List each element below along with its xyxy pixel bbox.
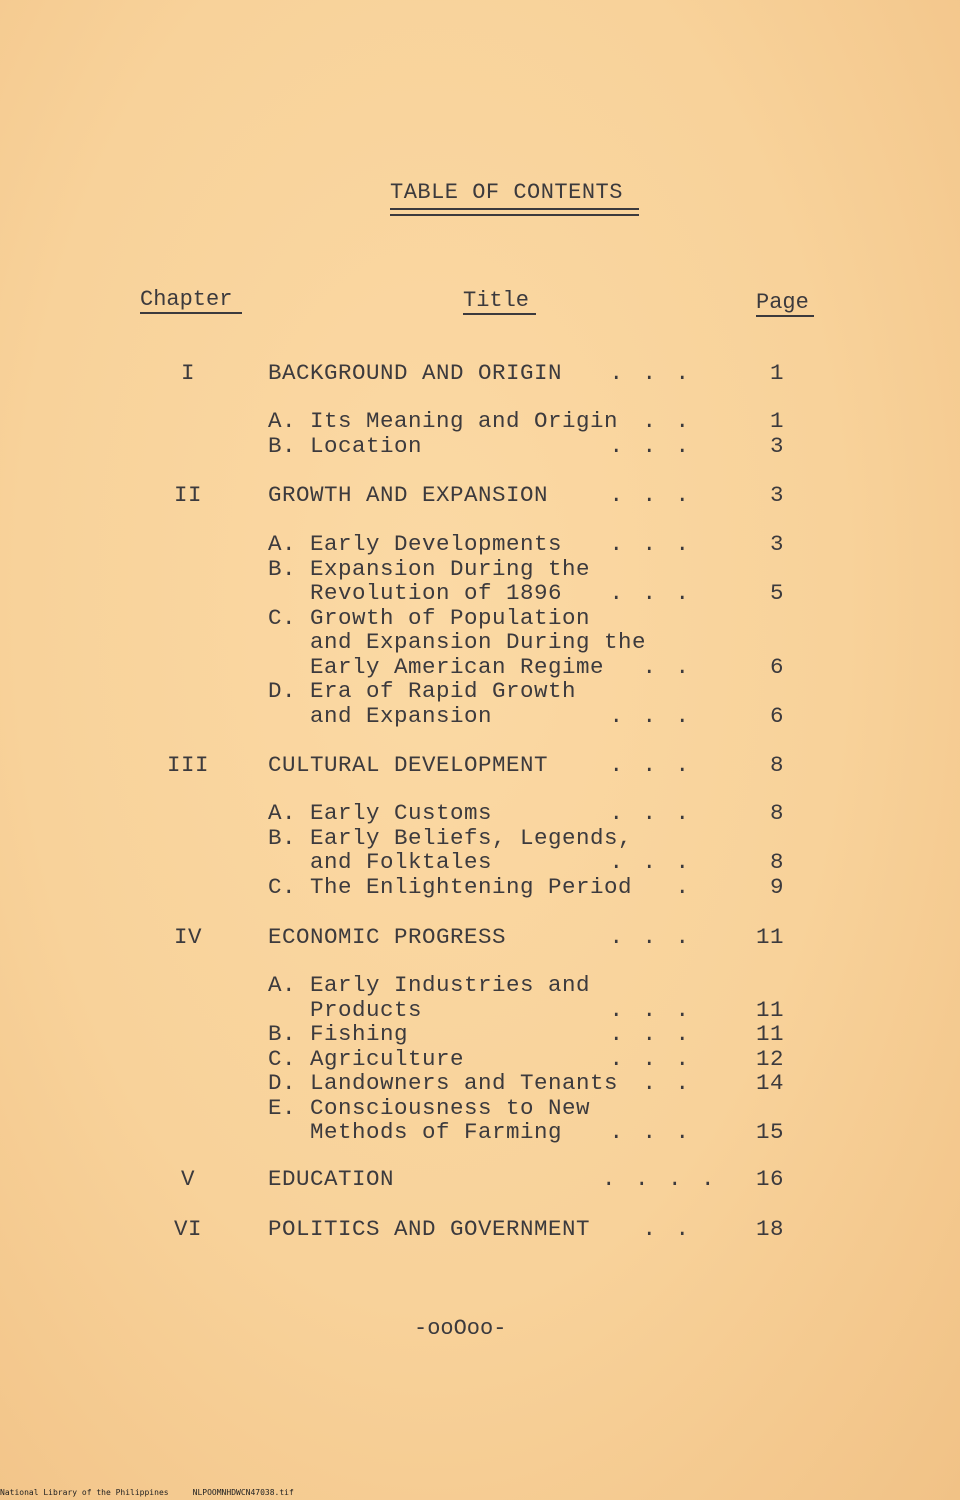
page-title: TABLE OF CONTENTS — [390, 180, 623, 205]
page-number: 15 — [755, 1119, 784, 1145]
section-entry: A. Early Developments — [268, 531, 563, 557]
end-separator: -ooOoo- — [414, 1316, 507, 1341]
leader-dots: . . . — [609, 849, 692, 875]
title-underline — [390, 208, 639, 210]
section-entry: Products — [268, 996, 423, 1023]
section-entry: Revolution of 1896 — [268, 580, 563, 606]
header-chapter: Chapter — [140, 287, 233, 312]
page-number: 11 — [755, 996, 784, 1023]
page-number: 11 — [755, 924, 784, 950]
page-number: 8 — [769, 752, 784, 778]
page-number: 5 — [769, 580, 784, 606]
section-entry: D. Landowners and Tenants — [268, 1070, 619, 1096]
leader-dots: . . . — [609, 996, 692, 1023]
chapter-number: II — [173, 482, 202, 508]
chapter-title: CULTURAL DEVELOPMENT — [268, 752, 549, 778]
section-entry: A. Early Customs — [268, 800, 493, 826]
page-number: 14 — [755, 1070, 784, 1096]
leader-dots: . . . — [609, 752, 692, 778]
page-number: 1 — [769, 360, 784, 386]
leader-dots: . . — [642, 1070, 692, 1096]
page-number: 16 — [755, 1166, 784, 1192]
section-entry: C. Growth of Population — [268, 604, 591, 631]
section-entry: A. Early Industries and — [268, 972, 591, 998]
section-entry: Methods of Farming — [268, 1119, 563, 1145]
page-number: 8 — [769, 849, 784, 875]
header-chapter-underline — [140, 312, 242, 314]
section-entry: B. Location — [268, 432, 423, 459]
leader-dots: . . . — [609, 432, 692, 459]
chapter-number: IV — [173, 924, 202, 950]
page-number: 11 — [755, 1021, 784, 1047]
header-title-underline — [463, 313, 536, 315]
chapter-number: I — [180, 360, 195, 386]
chapter-title: BACKGROUND AND ORIGIN — [268, 360, 563, 386]
section-entry: B. Early Beliefs, Legends, — [268, 824, 633, 851]
header-page: Page — [756, 290, 809, 315]
section-entry: and Folktales — [268, 849, 493, 875]
chapter-title: GROWTH AND EXPANSION — [268, 482, 549, 508]
section-entry: E. Consciousness to New — [268, 1094, 591, 1121]
page-number: 3 — [769, 531, 784, 557]
page-number: 12 — [755, 1045, 784, 1072]
page-number: 9 — [769, 873, 784, 900]
leader-dots: . . . — [609, 1045, 692, 1072]
page-number: 3 — [769, 482, 784, 508]
header-title: Title — [463, 288, 530, 313]
section-entry: D. Era of Rapid Growth — [268, 678, 577, 704]
section-entry: C. Agriculture — [268, 1045, 465, 1072]
chapter-number: VI — [173, 1216, 202, 1242]
page-number: 8 — [769, 800, 784, 826]
section-entry: A. Its Meaning and Origin — [268, 408, 619, 434]
leader-dots: . . . — [609, 1021, 692, 1047]
leader-dots: . . — [642, 653, 692, 680]
section-entry: B. Expansion During the — [268, 555, 591, 582]
header-page-underline — [756, 315, 814, 317]
chapter-title: POLITICS AND GOVERNMENT — [268, 1216, 591, 1242]
page-number: 6 — [769, 653, 784, 680]
section-entry: Early American Regime — [268, 653, 605, 680]
section-entry: C. The Enlightening Period — [268, 873, 633, 900]
leader-dots: . . . — [609, 1119, 692, 1145]
chapter-title: ECONOMIC PROGRESS — [268, 924, 507, 950]
leader-dots: . . . . — [602, 1166, 718, 1192]
chapter-number: V — [180, 1166, 195, 1192]
chapter-number: III — [166, 752, 209, 778]
section-entry: and Expansion — [268, 702, 493, 729]
leader-dots: . . . — [609, 482, 692, 508]
leader-dots: . . — [642, 408, 692, 434]
title-underline-double — [390, 214, 639, 216]
leader-dots: . — [675, 873, 692, 900]
chapter-title: EDUCATION — [268, 1166, 395, 1192]
leader-dots: . . . — [609, 360, 692, 386]
section-entry: B. Fishing — [268, 1021, 409, 1047]
leader-dots: . . . — [609, 580, 692, 606]
leader-dots: . . — [642, 1216, 692, 1242]
leader-dots: . . . — [609, 531, 692, 557]
page-number: 1 — [769, 408, 784, 434]
page-number: 3 — [769, 432, 784, 459]
leader-dots: . . . — [609, 702, 692, 729]
scan-footer: National Library of the Philippines NLPOOMNHDWCN47038.tif — [0, 1488, 294, 1497]
page-number: 18 — [755, 1216, 784, 1242]
section-entry: and Expansion During the — [268, 629, 647, 655]
leader-dots: . . . — [609, 800, 692, 826]
leader-dots: . . . — [609, 924, 692, 950]
page-number: 6 — [769, 702, 784, 729]
